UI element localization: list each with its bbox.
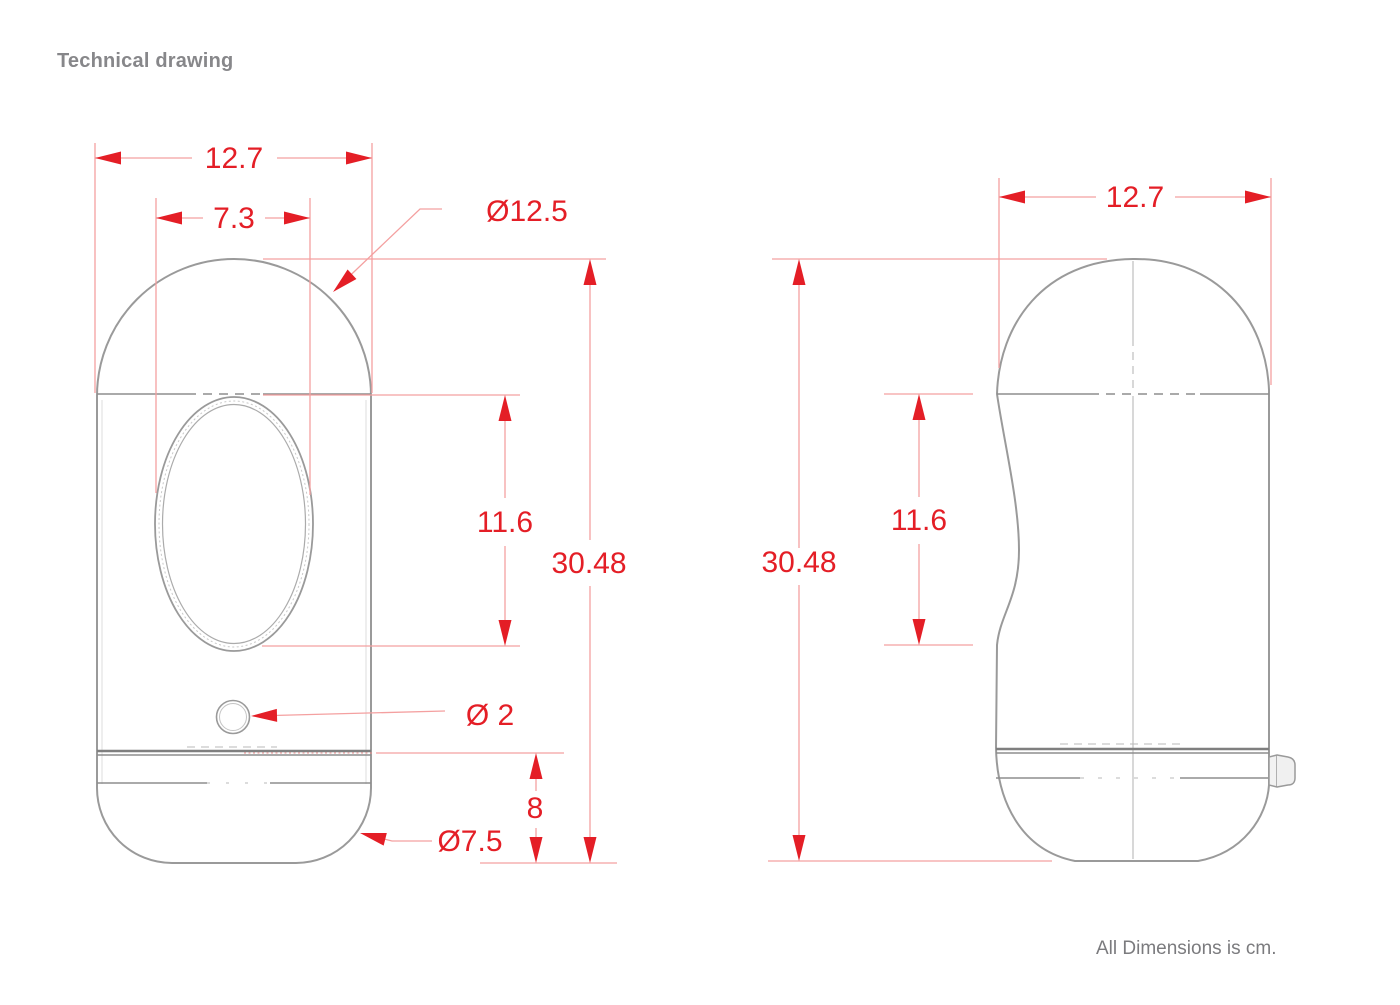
dim-side-overall-height — [761, 259, 1107, 861]
button-hole — [217, 701, 250, 734]
leader-front-body-diameter — [329, 195, 568, 297]
leader-front-corner-diameter — [358, 825, 502, 858]
side-overall-width-label: 12.7 — [1105, 181, 1165, 214]
dim-arrow-up-icon — [584, 259, 597, 285]
front-grille-height-label: 11.6 — [476, 506, 534, 539]
front-grille-width-label: 7.3 — [213, 202, 255, 235]
front-view — [97, 259, 373, 863]
dim-arrow-right-icon — [1245, 191, 1271, 204]
leader-front-button-diameter — [251, 699, 514, 732]
dim-arrow-up-icon — [499, 395, 512, 421]
dim-side-grille-height — [884, 394, 973, 645]
dim-arrow-left-icon — [999, 191, 1025, 204]
front-base-seams — [97, 747, 373, 783]
front-button-diameter-label: Ø 2 — [465, 699, 515, 732]
front-overall-height-label: 30.48 — [551, 547, 627, 580]
dim-arrow-down-icon — [913, 619, 926, 645]
front-body-diameter-label: Ø12.5 — [486, 195, 568, 228]
dim-arrow-down-icon — [584, 837, 597, 863]
leader-arrow-icon — [358, 827, 386, 846]
units-note: All Dimensions is cm. — [1096, 938, 1277, 959]
dim-front-grille-width — [156, 198, 310, 495]
dim-arrow-right-icon — [284, 212, 310, 225]
dim-arrow-up-icon — [793, 259, 806, 285]
side-mount-tab — [1269, 755, 1295, 787]
dim-arrow-up-icon — [530, 753, 543, 779]
front-overall-width-label: 12.7 — [204, 142, 264, 175]
leader-arrow-icon — [251, 709, 277, 723]
side-grille-height-label: 11.6 — [890, 504, 948, 537]
side-overall-height-label: 30.48 — [761, 546, 837, 579]
dim-arrow-down-icon — [499, 620, 512, 646]
dim-arrow-left-icon — [95, 152, 121, 165]
dim-arrow-down-icon — [793, 835, 806, 861]
dim-arrow-left-icon — [156, 212, 182, 225]
dim-arrow-right-icon — [346, 152, 372, 165]
dim-front-grille-height — [262, 395, 533, 646]
side-view — [996, 259, 1295, 861]
dim-front-overall-width — [95, 142, 372, 393]
page-title: Technical drawing — [57, 50, 234, 72]
front-corner-diameter-label: Ø7.5 — [437, 825, 503, 858]
dim-arrow-up-icon — [913, 394, 926, 420]
front-view-outline — [97, 259, 371, 863]
dim-arrow-down-icon — [530, 837, 543, 863]
dim-front-overall-height — [263, 259, 627, 863]
speaker-grille — [155, 397, 313, 651]
dim-side-overall-width — [999, 178, 1271, 385]
front-base-height-label: 8 — [526, 792, 544, 825]
